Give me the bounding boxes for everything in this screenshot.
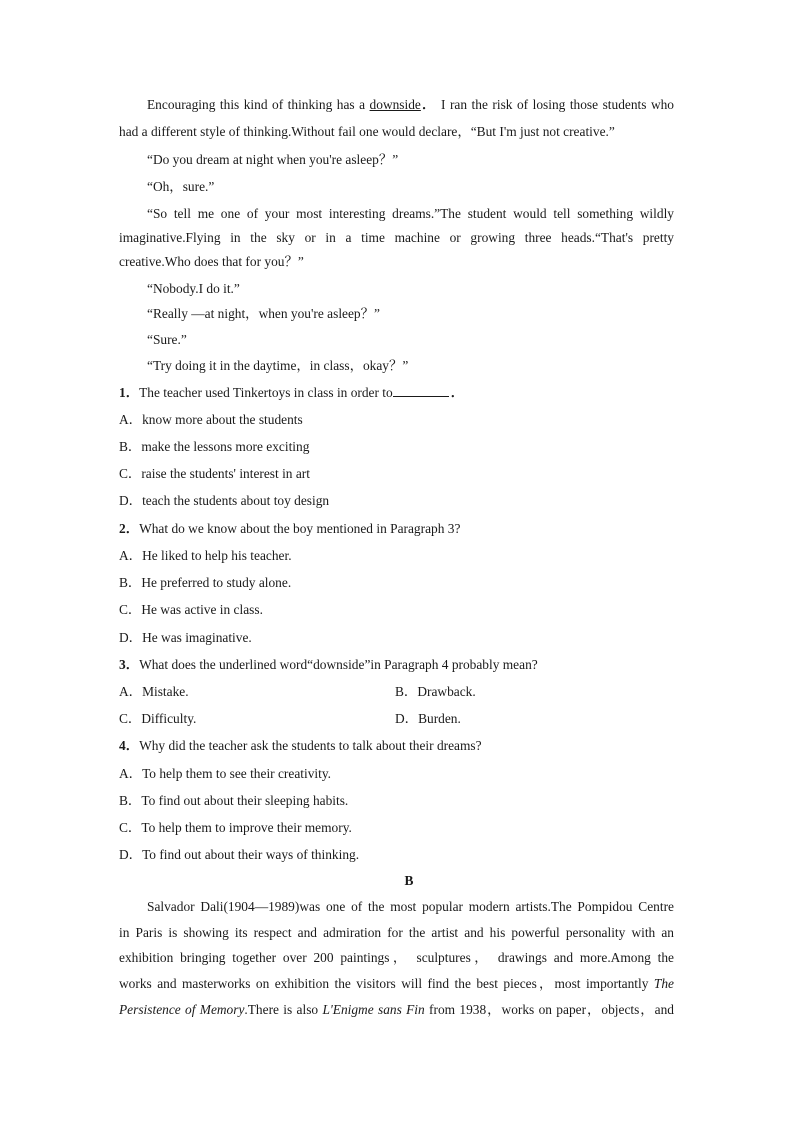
artwork-title: The	[653, 976, 674, 991]
question-number: 3．	[119, 657, 140, 672]
underlined-word: downside	[369, 97, 421, 112]
question-3-option-a: A．Mistake.	[119, 684, 189, 699]
question-text: Why did the teacher ask the students to talk about their dreams?	[139, 738, 482, 753]
question-4-option-d: D．To find out about their ways of thinking.	[119, 847, 360, 862]
question-1-stem	[119, 384, 674, 402]
question-2-option-b: B．He preferred to study alone.	[119, 575, 292, 590]
section-b-line1: Salvador Dali(1904—1989)was one of the most popular modern artists.The Pompidou Centre	[147, 899, 674, 914]
punctuation: ．	[450, 385, 465, 400]
dialogue-line: “Do you dream at night when you're asleep？”	[147, 152, 399, 167]
question-4-stem	[119, 737, 674, 755]
question-1-option-c: C．raise the students' interest in art	[119, 466, 310, 481]
question-3-options-row1	[119, 683, 674, 701]
question-4-option-b: B．To find out about their sleeping habits.	[119, 793, 349, 808]
section-heading-b: B	[404, 873, 414, 888]
question-number: 1．	[119, 385, 140, 400]
section-b-line3: exhibition bringing together over 200 paintings， sculptures， drawings and more.Among the	[119, 950, 674, 965]
question-2-option-c: C．He was active in class.	[119, 602, 263, 617]
section-b-line4	[119, 975, 674, 993]
section-b-line5	[119, 1001, 674, 1019]
question-4-option-c: C．To help them to improve their memory.	[119, 820, 352, 835]
artwork-title: L'Enigme sans Fin	[322, 1002, 425, 1017]
dialogue-line: “Oh，sure.”	[147, 179, 215, 194]
question-3-options-row2	[119, 710, 674, 728]
dialogue-line: creative.Who does that for you？”	[119, 254, 304, 269]
text-span: from 1938，works on paper，objects，and	[424, 1002, 674, 1017]
question-4-option-a: A．To help them to see their creativity.	[119, 766, 332, 781]
answer-blank	[393, 384, 449, 397]
dialogue-line: “Sure.”	[147, 332, 187, 347]
question-3-stem	[119, 656, 674, 674]
question-2-option-d: D．He was imaginative.	[119, 630, 252, 645]
text-span: I ran the risk of losing those students who	[441, 97, 675, 112]
question-2-stem	[119, 520, 674, 538]
question-text: What does the underlined word“downside”in Paragraph 4 probably mean?	[139, 657, 538, 672]
question-1-option-b: B．make the lessons more exciting	[119, 439, 310, 454]
punctuation: ．	[420, 97, 437, 112]
dialogue-line: “Nobody.I do it.”	[147, 281, 240, 296]
question-3-option-b: B．Drawback.	[395, 684, 476, 699]
text-span: works and masterworks on exhibition the visitors will find the best pieces，most importantly	[119, 976, 654, 991]
question-number: 4．	[119, 738, 140, 753]
question-number: 2．	[119, 521, 140, 536]
artwork-title: Persistence of Memory	[119, 1002, 245, 1017]
paragraph-downside-line1	[147, 96, 674, 114]
question-1-option-a: A．know more about the students	[119, 412, 303, 427]
section-b-line2: in Paris is showing its respect and admiration for the artist and his powerful personality with an	[119, 925, 674, 940]
question-text: The teacher used Tinkertoys in class in order to	[139, 385, 393, 400]
dialogue-line: “So tell me one of your most interesting dreams.”The student would tell something wildly	[147, 206, 674, 221]
question-1-option-d: D．teach the students about toy design	[119, 493, 330, 508]
dialogue-line: “Try doing it in the daytime，in class，okay？”	[147, 358, 409, 373]
text-span: Encouraging this kind of thinking has a	[147, 97, 370, 112]
text-span: .There is also	[244, 1002, 323, 1017]
question-3-option-c: C．Difficulty.	[119, 711, 197, 726]
dialogue-line: imaginative.Flying in the sky or in a time machine or growing three heads.“That's pretty	[119, 230, 674, 245]
question-text: What do we know about the boy mentioned in Paragraph 3?	[139, 521, 461, 536]
question-2-option-a: A．He liked to help his teacher.	[119, 548, 292, 563]
dialogue-line: “Really —at night，when you're asleep？”	[147, 306, 380, 321]
question-3-option-d: D．Burden.	[395, 711, 461, 726]
paragraph-downside-line2: had a different style of thinking.Without fail one would declare，“But I'm just not creative.”	[119, 124, 615, 139]
